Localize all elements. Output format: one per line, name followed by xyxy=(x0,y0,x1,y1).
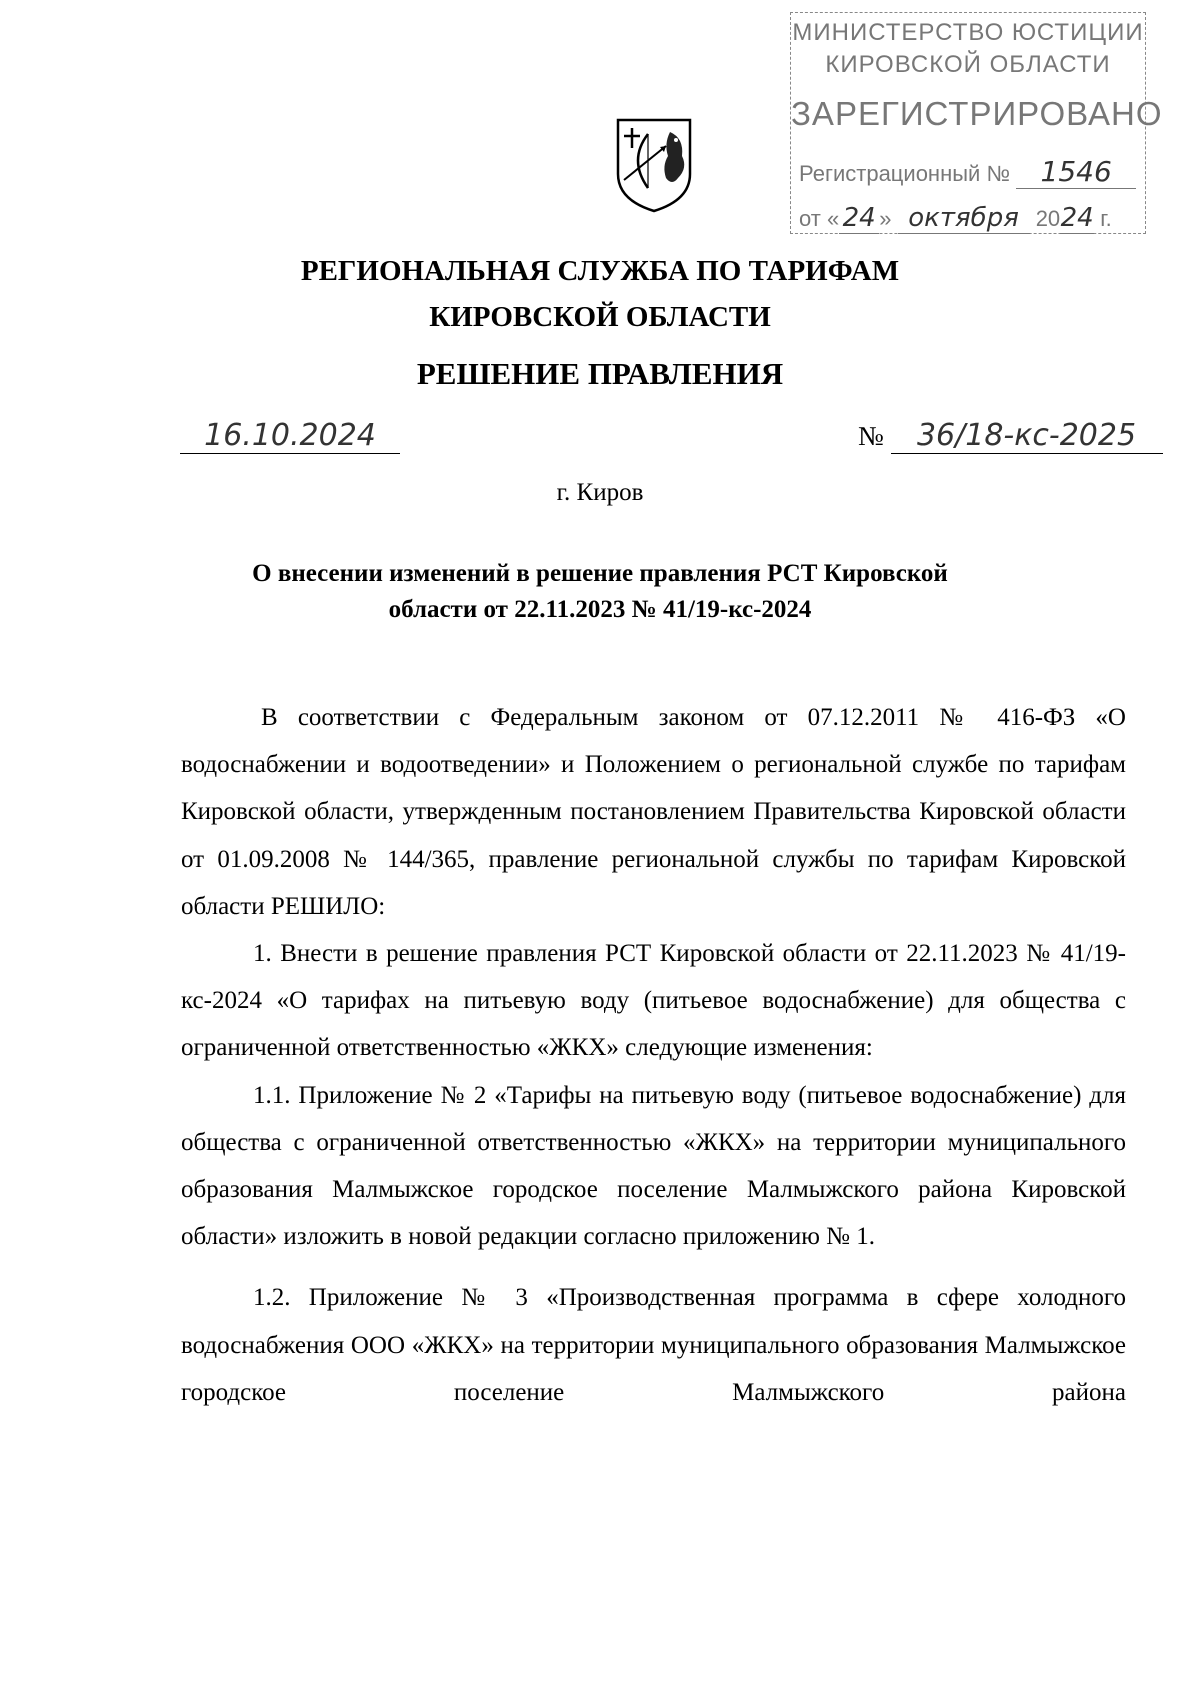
coat-of-arms-icon xyxy=(614,116,694,214)
decision-number: 36/18-кс-2025 xyxy=(891,418,1163,454)
item-1-1-paragraph: 1.1. Приложение № 2 «Тарифы на питьевую воду (питьевое водоснабжение) для общества с ограниченной ответственностью «ЖКХ» на территории муниципального образования Малмыжское городское поселение Малмыжского района Кировской области» изложить в новой редакции согласно приложению № 1. xyxy=(181,1081,1126,1251)
stamp-day: 24 xyxy=(839,203,879,234)
stamp-ministry: МИНИСТЕРСТВО ЮСТИЦИИ xyxy=(792,19,1144,46)
doc-type-title: РЕШЕНИЕ ПРАВЛЕНИЯ xyxy=(416,356,784,391)
stamp-year-end: г. xyxy=(1100,206,1112,231)
stamp-month: октября xyxy=(898,203,1030,234)
subject-line-2: области от 22.11.2023 № 41/19-кс-2024 xyxy=(388,596,812,623)
stamp-registered: ЗАРЕГИСТРИРОВАНО xyxy=(791,95,1163,132)
city: г. Киров xyxy=(556,479,644,506)
stamp-year-prefix: 20 xyxy=(1035,206,1061,231)
document-body xyxy=(181,694,1126,1416)
stamp-reg-number-line xyxy=(799,155,1136,189)
stamp-date-prefix: от « xyxy=(799,206,840,231)
decision-subject xyxy=(0,556,1200,628)
item-1-paragraph: 1. Внести в решение правления РСТ Кировской области от 22.11.2023 № 41/19-кс-2024 «О тарифах на питьевую воду (питьевое водоснабжение) для общества с ограниченной ответственностью «ЖКХ» следующие изменения: xyxy=(181,940,1126,1062)
registration-stamp xyxy=(790,12,1163,234)
decision-number-line xyxy=(858,418,1163,454)
preamble-paragraph: В соответствии с Федеральным законом от 07.12.2011 № 416-ФЗ «О водоснабжении и водоотведении» и Положением о региональной службе по тарифам Кировской области, утвержденным постановлением Правительства Кировской области от 01.09.2008 № 144/365, правление региональной службы по тарифам Кировской области РЕШИЛО: xyxy=(181,704,1126,920)
stamp-reg-number: 1546 xyxy=(1016,155,1136,189)
stamp-date-line xyxy=(799,203,1112,234)
agency-line-1: РЕГИОНАЛЬНАЯ СЛУЖБА ПО ТАРИФАМ xyxy=(300,255,900,287)
stamp-region: КИРОВСКОЙ ОБЛАСТИ xyxy=(825,51,1111,78)
number-label: № xyxy=(858,421,884,451)
agency-name xyxy=(0,248,1200,340)
agency-line-2: КИРОВСКОЙ ОБЛАСТИ xyxy=(429,301,771,333)
stamp-reg-label: Регистрационный № xyxy=(799,161,1011,186)
stamp-day-suffix: » xyxy=(879,206,892,231)
stamp-year-suffix: 24 xyxy=(1060,203,1094,233)
subject-line-1: О внесении изменений в решение правления РСТ Кировской xyxy=(252,560,948,587)
decision-date: 16.10.2024 xyxy=(180,418,400,454)
item-1-2-paragraph: 1.2. Приложение № 3 «Производственная программа в сфере холодного водоснабжения ООО «ЖКХ» на территории муниципального образования Малмыжское городское поселение Малмыжского района xyxy=(181,1284,1126,1406)
